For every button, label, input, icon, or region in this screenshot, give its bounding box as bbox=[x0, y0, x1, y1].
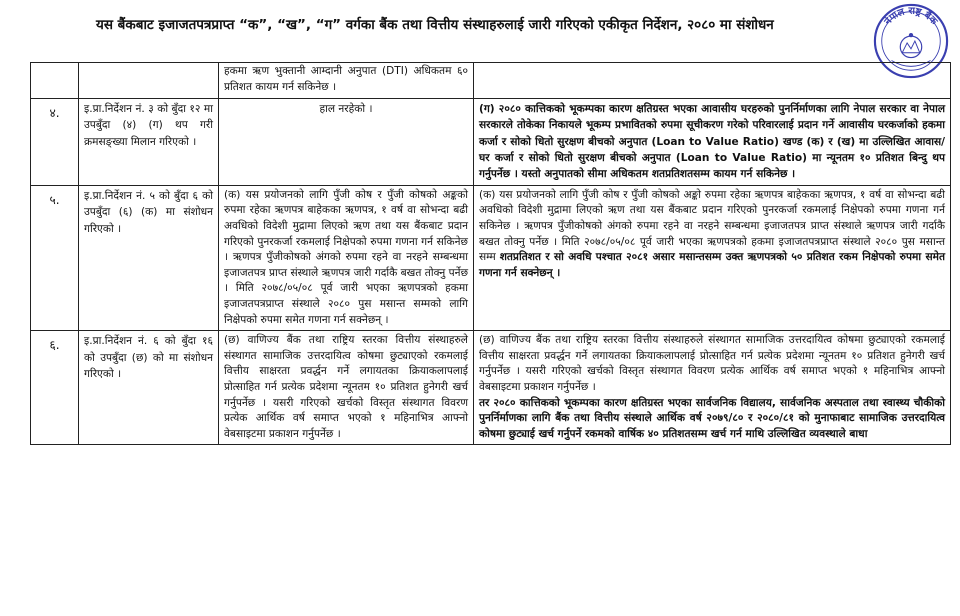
row-number: ५. bbox=[31, 185, 79, 330]
amended-provision-cell bbox=[474, 185, 951, 330]
amended-bold-text: तर २०८० कात्तिकको भूकम्पका कारण क्षतिग्रस्त भएका सार्वजनिक विद्यालय, सार्वजनिक अस्पताल तथा स्वास्थ्य चौकीको पुनर्निर्माणका लागि बैंक तथा वित्तीय संस्थाले आर्थिक वर्ष २०७९/८० र २०८०/८१ को मुनाफाबाट सामाजिक उत्तरदायित्व कोषमा छुट्याई खर्च गर्नुपर्ने रकमको वार्षिक ४० प्रतिशतसम्म खर्च गर्न माथि उल्लिखित व्यवस्थाले बाधा bbox=[479, 396, 945, 440]
directive-cell: इ.प्रा.निर्देशन नं. ६ को बुँदा १६ को उपबुँदा (छ) को मा संशोधन गरिएको । bbox=[79, 331, 219, 445]
amended-bold-text: शतप्रतिशत र सो अवधि पश्चात २०८१ असार मसान्तसम्म उक्त ऋणपत्रको ५० प्रतिशत रकम निक्षेपको रुपमा समेत गणना गर्न सक्नेछन् । bbox=[479, 251, 945, 279]
amended-provision-cell: (ग) २०८० कात्तिकको भूकम्पका कारण क्षतिग्रस्त भएका आवासीय घरहरुको पुनर्निर्माणका लागि नेपाल सरकार वा नेपाल सरकारले तोकेका निकायले भूकम्प प्रभावितको रुपमा सूचीकरण गरेको परिवारलाई प्रदान गर्ने आवासीय घरकर्जाको हकमा कर्जा र सोको धितो सुरक्षण बीचको अनुपात (Loan to Value Ratio) खण्ड (क) र (ख) मा उल्लिखित आवास/घर कर्जा र सोको धितो सुरक्षण बीचको अनुपात (Loan to Value Ratio) मा न्यूनतम १० प्रतिशत बिन्दु थप गर्नुपर्नेछ । यस्तो अनुपातको सीमा अधिकतम शतप्रतिशतसम्म कायम गर्न सकिनेछ । bbox=[474, 98, 951, 185]
directive-cell: इ.प्रा.निर्देशन नं. ३ को बुँदा १२ मा उपबुँदा (४) (ग) थप गरी क्रमसङ्ख्या मिलान गरिएको । bbox=[79, 98, 219, 185]
amendment-table bbox=[30, 62, 951, 445]
row-number: ६. bbox=[31, 331, 79, 445]
current-provision-cell: (छ) वाणिज्य बैंक तथा राष्ट्रिय स्तरका वित्तीय संस्थाहरुले संस्थागत सामाजिक उत्तरदायित्व कोषमा छुट्याएको रकमलाई वित्तीय साक्षरता प्रवर्द्धन गर्ने लगायतका क्रियाकलापलाई प्रोत्साहित गर्न प्रत्येक प्रदेशमा न्यूनतम १० प्रतिशत हुनेगरी खर्च गर्नुपर्नेछ । यसरी गरिएको खर्चको विस्तृत संस्थागत विवरण प्रत्येक आर्थिक वर्ष समाप्त भएको १ महिनाभित्र आफ्नो वेबसाइटमा प्रकाशन गर्नुपर्नेछ । bbox=[219, 331, 474, 445]
row-number bbox=[31, 63, 79, 99]
current-provision-cell: (क) यस प्रयोजनको लागि पुँजी कोष र पुँजी कोषको अङ्कको रुपमा रहेका ऋणपत्र बाहेकका ऋणपत्र, १ वर्ष वा सोभन्दा बढी अवधिको विदेशी मुद्रामा लिएको ऋण तथा यस बैंकबाट प्रदान गरिएको पुनरकर्जा रकमलाई निक्षेपको रुपमा गणना गर्न सकिनेछ । ऋणपत्र पुँजीकोषको अंगको रुपमा रहने वा नरहने सम्बन्धमा इजाजतपत्र प्राप्त संस्थाले ऋणपत्र जारी गर्दाकै बखत तोक्नु पर्नेछ । मिति २०७८/०५/०८ पूर्व जारी भएका ऋणपत्रको हकमा इजाजतपत्रप्राप्त संस्थाले २०८० पुस मसान्त सम्मको लागि निक्षेपको रुपमा समेत गणना गर्न सक्नेछन् । bbox=[219, 185, 474, 330]
current-provision-cell: हाल नरहेको । bbox=[219, 98, 474, 185]
table-row bbox=[31, 185, 951, 330]
amended-provision-cell bbox=[474, 331, 951, 445]
amended-provision-cell bbox=[474, 63, 951, 99]
amended-normal-text: (छ) वाणिज्य बैंक तथा राष्ट्रिय स्तरका वित्तीय संस्थाहरुले संस्थागत सामाजिक उत्तरदायित्व कोषमा छुट्याएको रकमलाई वित्तीय साक्षरता प्रवर्द्धन गर्ने लगायतका क्रियाकलापलाई प्रोत्साहित गर्न प्रत्येक प्रदेशमा न्यूनतम १० प्रतिशत हुनेगरी खर्च गर्नुपर्नेछ । यसरी गरिएको खर्चको विस्तृत संस्थागत विवरण प्रत्येक आर्थिक वर्ष समाप्त भएको १ महिनाभित्र आफ्नो वेबसाइटमा प्रकाशन गर्नुपर्नेछ । bbox=[479, 334, 945, 393]
directive-cell bbox=[79, 63, 219, 99]
table-row bbox=[31, 63, 951, 99]
table-row bbox=[31, 98, 951, 185]
row-number: ४. bbox=[31, 98, 79, 185]
table-row bbox=[31, 331, 951, 445]
document-title: यस बैंकबाट इजाजतपत्रप्राप्त “क”, “ख”, “ग” वर्गका बैंक तथा वित्तीय संस्थाहरुलाई जारी गरिएको एकीकृत निर्देशन, २०८० मा संशोधन bbox=[96, 17, 774, 33]
directive-cell: इ.प्रा.निर्देशन नं. ५ को बुँदा ६ को उपबुँदा (६) (क) मा संशोधन गरिएको । bbox=[79, 185, 219, 330]
svg-text:नेपाल राष्ट्र बैंक: नेपाल राष्ट्र बैंक bbox=[882, 5, 940, 28]
current-provision-cell: हकमा ऋण भुक्तानी आम्दानी अनुपात (DTI) अधिकतम ६० प्रतिशत कायम गर्न सकिनेछ । bbox=[219, 63, 474, 99]
amended-normal-text: (क) यस प्रयोजनको लागि पुँजी कोष र पुँजी कोषको अङ्को रुपमा रहेका ऋणपत्र बाहेकका ऋणपत्र, १ वर्ष वा सोभन्दा बढी अवधिको विदेशी मुद्रामा लिएको ऋण तथा यस बैंकबाट प्रदान गरिएको पुनरकर्जा रकमलाई निक्षेपको रुपमा गणना गर्न सकिनेछ । ऋणपत्र पुँजीकोषको अंगको रुपमा रहने वा नरहने सम्बन्धमा इजाजतपत्र प्राप्त संस्थाले ऋणपत्र जारी गर्दाकै बखत तोक्नु पर्नेछ । मिति २०७८/०५/०८ पूर्व जारी भएका ऋणपत्रको हकमा इजाजतपत्रप्राप्त संस्थाले २०८० पुस मसान्त सम्म bbox=[479, 188, 945, 264]
